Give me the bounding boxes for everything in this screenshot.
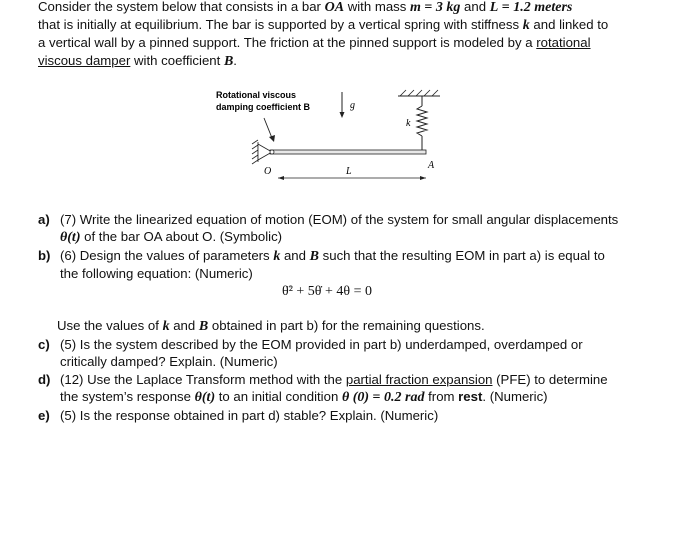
part-b-label: b)	[38, 248, 51, 263]
part-b-line-1: (6) Design the values of parameters k and B such that the resulting EOM in part a) is equal to	[60, 248, 605, 264]
gravity-arrowhead	[340, 112, 345, 118]
part-a-label: a)	[38, 212, 50, 227]
part-b	[38, 247, 638, 282]
spring-label: k	[406, 118, 411, 129]
part-c-label: c)	[38, 337, 50, 352]
remaining-note: Use the values of k and B obtained in part b) for the remaining questions.	[57, 318, 485, 334]
gravity-label: g	[350, 100, 355, 111]
ceiling-hatch	[400, 90, 438, 96]
damper-label-line-1: Rotational viscous	[216, 90, 297, 100]
part-d-label: d)	[38, 372, 51, 387]
part-a-line-2: θ(t) of the bar OA about O. (Symbolic)	[60, 229, 283, 246]
length-arrow-left	[278, 176, 284, 180]
pin-joint	[270, 150, 274, 154]
origin-label: O	[264, 166, 272, 177]
damper-pointer-head	[269, 135, 275, 142]
intro-line-1: Consider the system below that consists in a bar OA with mass m = 3 kg and L = 1.2 meters	[38, 0, 573, 15]
eom-equation: θ̈² + 5θ̇ + 4θ = 0	[282, 284, 373, 299]
part-c-line-1: (5) Is the system described by the EOM provided in part b) underdamped, overdamped or	[60, 337, 583, 352]
part-e	[38, 407, 638, 424]
part-d-line-2: the system’s response θ(t) to an initial condition θ (0) = 0.2 rad from rest. (Numeric)	[60, 389, 548, 406]
part-a	[38, 211, 638, 246]
part-a-line-1: (7) Write the linearized equation of motion (EOM) of the system for small angular displacements	[60, 212, 619, 227]
system-diagram	[200, 82, 470, 192]
intro-line-2: that is initially at equilibrium. The bar is supported by a vertical spring with stiffness k and linked to	[38, 17, 609, 34]
intro-line-4: viscous damper with coefficient B.	[38, 52, 237, 69]
intro-paragraph	[38, 0, 628, 70]
spring-coil	[417, 106, 427, 136]
part-d	[38, 371, 638, 406]
part-c-line-2: critically damped? Explain. (Numeric)	[60, 354, 278, 370]
part-d-line-1: (12) Use the Laplace Transform method with the partial fraction expansion (PFE) to determine	[60, 372, 608, 387]
bar-oa	[270, 150, 426, 154]
end-label: A	[428, 160, 435, 171]
part-e-label: e)	[38, 408, 50, 423]
damper-label-line-2: damping coefficient B	[216, 102, 311, 112]
length-label: L	[346, 166, 352, 177]
damper-pointer	[264, 118, 272, 138]
wall-hatch	[252, 140, 258, 164]
part-e-line-1: (5) Is the response obtained in part d) stable? Explain. (Numeric)	[60, 408, 439, 423]
part-c	[38, 336, 638, 370]
intro-line-3: a vertical wall by a pinned support. The friction at the pinned support is modeled by a rotational	[38, 35, 591, 51]
length-arrow-right	[420, 176, 426, 180]
part-b-line-2: the following equation: (Numeric)	[60, 266, 253, 282]
